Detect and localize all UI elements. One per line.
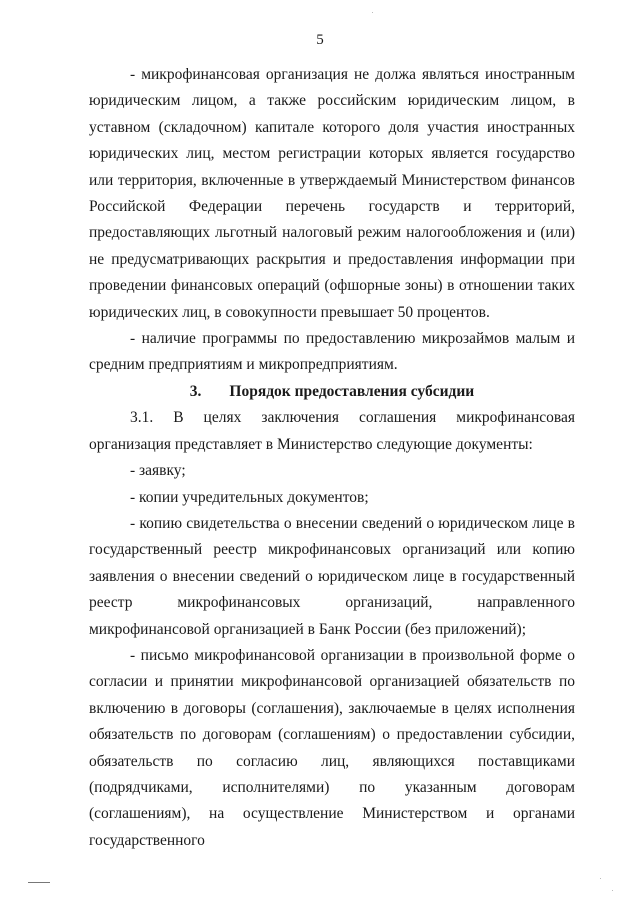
- list-item: - письмо микрофинансовой организации в произвольной форме о согласии и принятии микрофинансовой организацией обязательств по включению в договоры (соглашения), заключаемые в целях исполнения обязательств по договорам (соглашениям) о предоставлении субсидии, обязательств по согласию лиц, являющихся поставщиками (подрядчиками, исполнителями) по указанным договорам (соглашениям), на осуществление Министерством и органами государственного: [89, 646, 575, 849]
- scan-speck: [372, 12, 373, 13]
- section-title: Порядок предоставления субсидии: [229, 382, 475, 400]
- scan-speck: [612, 890, 613, 891]
- list-item: - копии учредительных документов;: [130, 488, 369, 506]
- footer-rule: [28, 882, 50, 883]
- scan-speck: [600, 878, 601, 879]
- paragraph: 3.1. В целях заключения соглашения микрофинансовая организация представляет в Министерство следующие документы:: [89, 409, 575, 453]
- paragraph: - наличие программы по предоставлению микрозаймов малым и средним предприятиям и микропредприятиям.: [89, 330, 575, 374]
- page-number: 5: [316, 32, 324, 48]
- document-body: [89, 62, 575, 854]
- list-item: - заявку;: [130, 462, 186, 480]
- list-item: - копию свидетельства о внесении сведений о юридическом лице в государственный реестр микрофинансовых организаций или копию заявления о внесении сведений о юридическом лице в государственный реестр микрофинансовых организаций, направленного микрофинансовой организацией в Банк России (без приложений);: [89, 514, 575, 638]
- section-heading: [89, 379, 575, 405]
- paragraph: - микрофинансовая организация не должа являться иностранным юридическим лицом, а также российским юридическим лицом, в уставном (складочном) капитале которого доля участия иностранных юридических лиц, местом регистрации которых является государство или территория, включенные в утверждаемый Министерством финансов Российской Федерации перечень государств и территорий, предоставляющих льготный налоговый режим налогообложения и (или) не предусматривающих раскрытия и предоставления информации при проведении финансовых операций (офшорные зоны) в отношении таких юридических лиц, в совокупности превышает 50 процентов.: [89, 66, 575, 321]
- section-number: 3.: [189, 382, 202, 400]
